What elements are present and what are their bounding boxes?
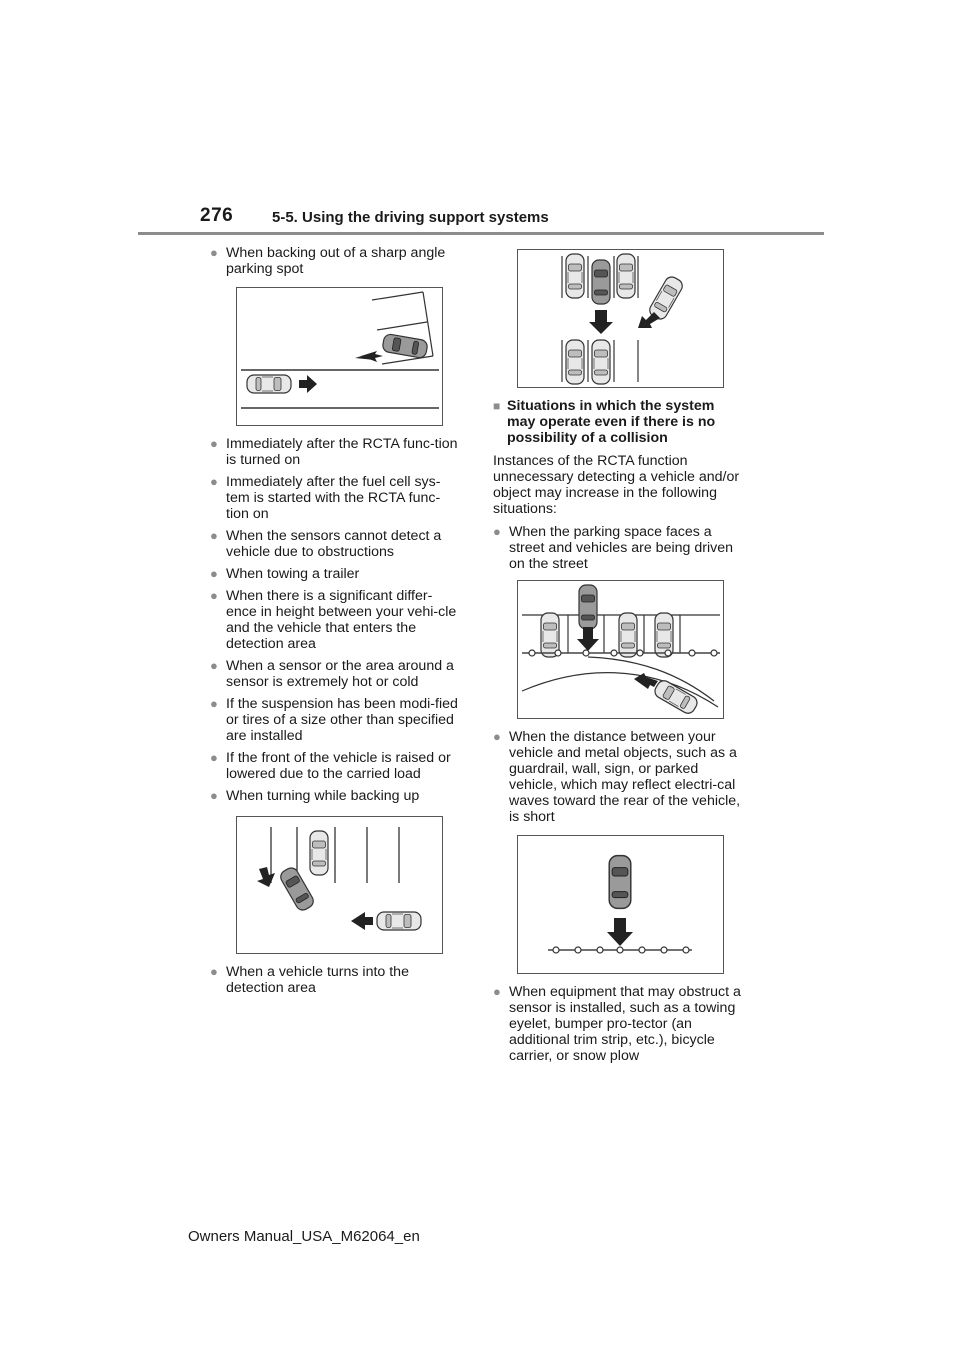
bullet-rcta-turned-on: ● Immediately after the RCTA func-tion is turned on <box>210 436 460 468</box>
figure-metal-objects <box>517 835 724 974</box>
bullet-front-raised: ● If the front of the vehicle is raised or lowered due to the carried load <box>210 750 460 782</box>
page-number: 276 <box>200 205 234 226</box>
intro-paragraph: Instances of the RCTA function unnecessary detecting a vehicle and/or object may increase in the following situations: <box>493 453 740 517</box>
bullet-metal-objects: ● When the distance between your vehicle and metal objects, such as a guardrail, wall, sign, or parked vehicle, which may reflect electri-cal waves toward the rear of the vehicle, is short <box>493 729 743 825</box>
bullet-sharp-angle: ● When backing out of a sharp angle parking spot <box>210 245 460 277</box>
figure-turning-backing-up <box>236 816 443 954</box>
bullet-towing-trailer: ● When towing a trailer <box>210 566 460 582</box>
left-column <box>210 245 460 1002</box>
bullet-equipment-obstruct: ● When equipment that may obstruct a sensor is installed, such as a towing eyelet, bumper pro-tector (an additional trim strip, etc.), bicycle carrier, or snow plow <box>493 984 743 1064</box>
section-heading-no-collision: ■ Situations in which the system may operate even if there is no possibility of a collision <box>493 398 743 446</box>
bullet-fuel-cell-started: ● Immediately after the fuel cell sys-tem is started with the RCTA func-tion on <box>210 474 460 522</box>
bullet-suspension-modified: ● If the suspension has been modi-fied or tires of a size other than specified are installed <box>210 696 460 744</box>
bullet-height-difference: ● When there is a significant differ-ence in height between your vehi-cle and the vehicle that enters the detection area <box>210 588 460 652</box>
figure-vehicle-turns-into-area <box>517 249 724 388</box>
header-rule <box>138 232 824 235</box>
footer-manual-id: Owners Manual_USA_M62064_en <box>188 1228 420 1245</box>
bullet-turns-into-detection: ● When a vehicle turns into the detection area <box>210 964 460 996</box>
bullet-parking-faces-street: ● When the parking space faces a street and vehicles are being driven on the street <box>493 524 743 572</box>
figure-parking-faces-street <box>517 580 724 719</box>
right-column <box>493 245 743 1070</box>
bullet-obstructions: ● When the sensors cannot detect a vehicle due to obstructions <box>210 528 460 560</box>
section-title: 5-5. Using the driving support systems <box>272 209 549 226</box>
bullet-turning-backing: ● When turning while backing up <box>210 788 460 804</box>
figure-sharp-angle-parking <box>236 287 443 426</box>
bullet-hot-cold: ● When a sensor or the area around a sensor is extremely hot or cold <box>210 658 460 690</box>
bullet-list-left <box>210 436 460 804</box>
